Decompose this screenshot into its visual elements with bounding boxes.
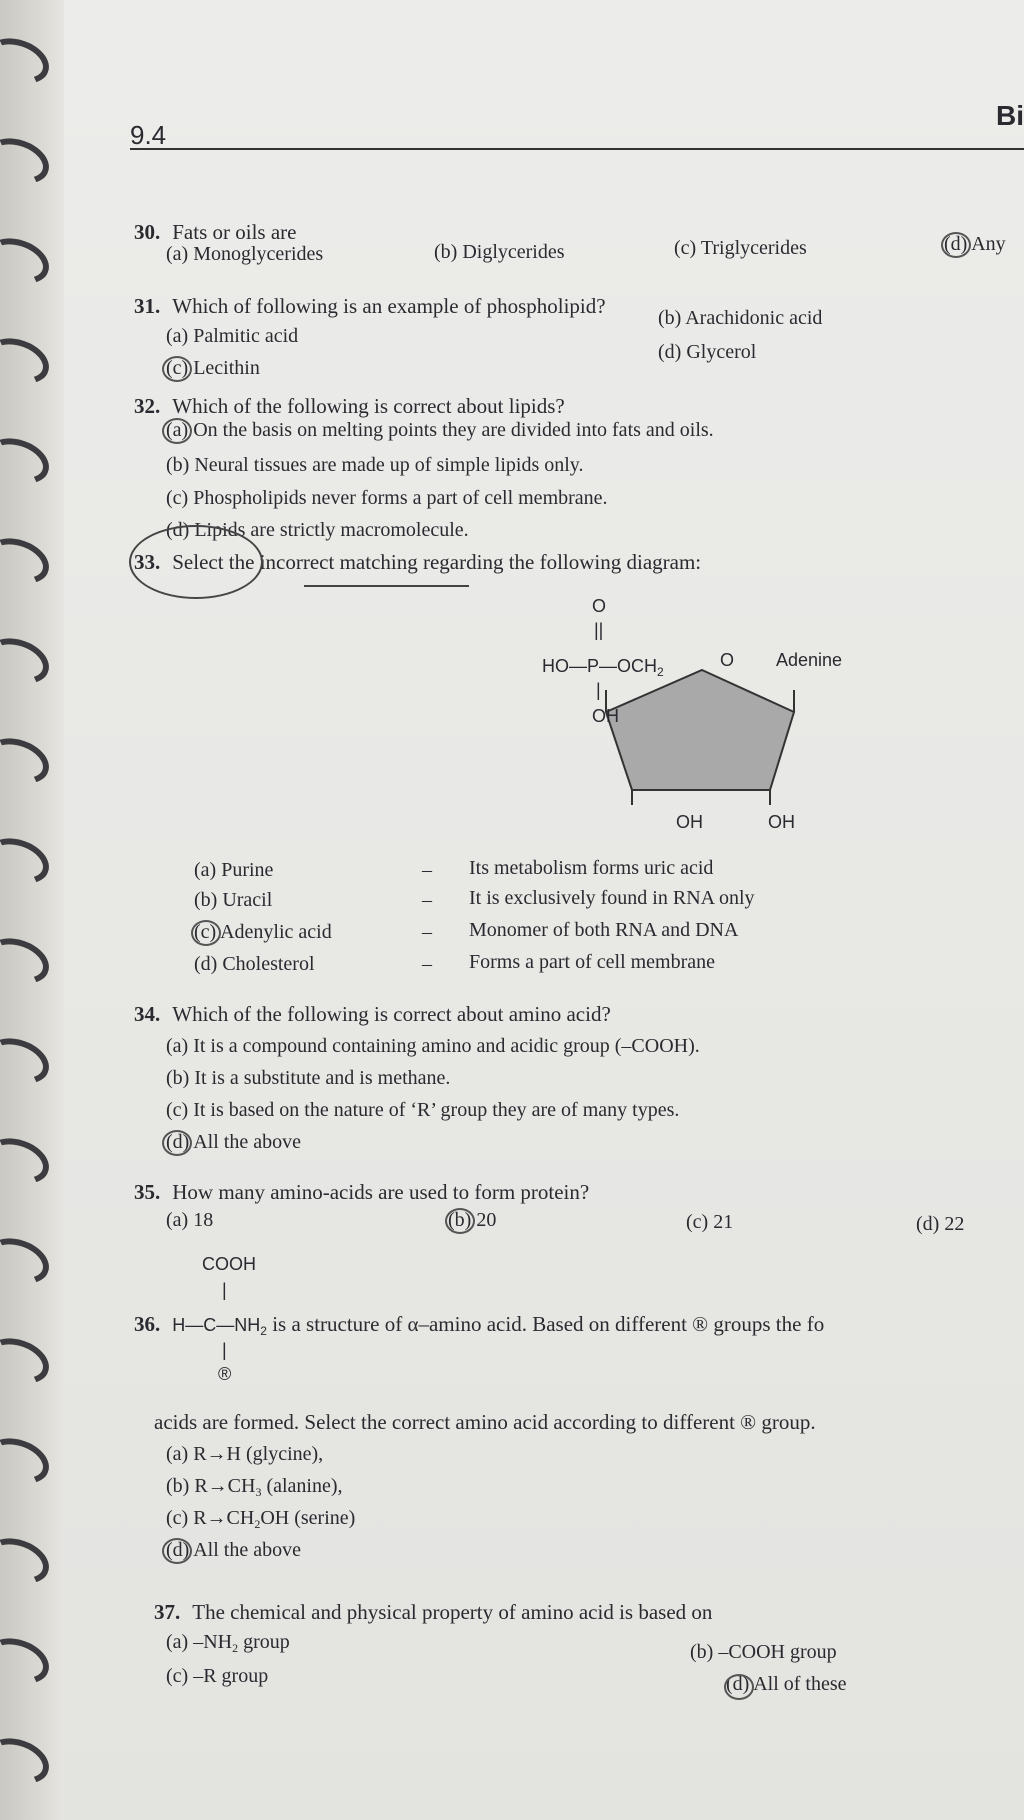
spiral-ring bbox=[0, 230, 55, 291]
q33-match-a-left: (a) Purine bbox=[194, 859, 274, 881]
bond-line: | bbox=[222, 1340, 227, 1360]
q31-option-a: (a) Palmitic acid bbox=[166, 325, 299, 347]
spiral-ring bbox=[0, 30, 55, 91]
spiral-ring bbox=[0, 1730, 55, 1791]
header-rule bbox=[130, 148, 1024, 150]
bond-line: | bbox=[596, 680, 601, 700]
answer-mark bbox=[162, 418, 192, 444]
ring-oxygen: O bbox=[720, 650, 735, 670]
adenine-label: Adenine bbox=[776, 650, 843, 670]
section-number: 9.4 bbox=[130, 120, 167, 150]
q32-option-d: (d) Lipids are strictly macromolecule. bbox=[166, 519, 469, 541]
q33-match-d-dash: – bbox=[422, 953, 432, 975]
question-32: 32. Which of the following is correct about lipids? bbox=[134, 394, 565, 418]
phosphate-oxygen: O bbox=[592, 596, 607, 616]
spiral-ring bbox=[0, 1430, 55, 1491]
q32-option-c: (c) Phospholipids never forms a part of cell membrane. bbox=[166, 487, 608, 509]
q36-option-c: (c) $R\to CH_2OH$ (serine) bbox=[166, 1507, 356, 1531]
hydroxyl-3: OH bbox=[768, 812, 795, 832]
spiral-ring bbox=[0, 1330, 55, 1391]
q30-option-b: (b) Diglycerides bbox=[434, 241, 565, 263]
question-37: 37. The chemical and physical property of amino acid is based on bbox=[154, 1600, 713, 1624]
q33-match-a-dash: – bbox=[422, 859, 432, 881]
question-36: 36. $H—C—NH_2$ is a structure of α–amino acid. Based on different ® groups the fo bbox=[134, 1312, 825, 1338]
phosphate-hydroxyl: OH bbox=[592, 706, 619, 726]
question-31: 31. Which of following is an example of phospholipid? bbox=[134, 294, 606, 318]
q30-option-c: (c) Triglycerides bbox=[674, 237, 807, 259]
hand-drawn-underline bbox=[304, 585, 469, 587]
q37-option-c: (c) –R group bbox=[166, 1665, 269, 1687]
answer-mark bbox=[162, 1538, 192, 1564]
q31-option-b: (b) Arachidonic acid bbox=[658, 307, 823, 329]
q32-option-a: (a) On the basis on melting points they are divided into fats and oils. bbox=[166, 419, 714, 441]
q33-match-c-right: Monomer of both RNA and DNA bbox=[469, 919, 739, 941]
question-33: 33. Select the incorrect matching regarding the following diagram: bbox=[134, 550, 702, 574]
q37-option-d: (d) All of these bbox=[726, 1673, 847, 1695]
question-35: 35. How many amino-acids are used to form protein? bbox=[134, 1180, 590, 1204]
q35-option-c: (c) 21 bbox=[686, 1211, 734, 1233]
q36-option-b: (b) $R\to CH_3$ (alanine), bbox=[166, 1475, 343, 1499]
worksheet-page bbox=[64, 0, 1024, 1820]
q37-option-b: (b) –COOH group bbox=[690, 1641, 837, 1663]
answer-mark bbox=[445, 1208, 475, 1234]
q33-match-a-right: Its metabolism forms uric acid bbox=[469, 857, 714, 879]
header-cut-text: Bi bbox=[996, 100, 1024, 131]
spiral-ring bbox=[0, 1530, 55, 1591]
q30-option-d: (d) Any bbox=[944, 233, 1006, 255]
q37-option-a: (a) $-NH_2$ group bbox=[166, 1631, 290, 1655]
spiral-ring bbox=[0, 730, 55, 791]
answer-mark bbox=[724, 1674, 754, 1700]
q34-option-c: (c) It is based on the nature of ‘R’ group they are of many types. bbox=[166, 1099, 680, 1121]
hydroxyl-2: OH bbox=[676, 812, 703, 832]
q33-match-b-left: (b) Uracil bbox=[194, 889, 273, 911]
ribose-ring-shape bbox=[584, 660, 814, 810]
q33-match-b-dash: – bbox=[422, 889, 432, 911]
spiral-ring bbox=[0, 330, 55, 391]
q31-option-c: (c) Lecithin bbox=[166, 357, 260, 379]
spiral-ring bbox=[0, 430, 55, 491]
question-30: 30. Fats or oils are bbox=[134, 220, 297, 244]
q35-option-b: (b) 20 bbox=[448, 1209, 497, 1231]
spiral-ring bbox=[0, 930, 55, 991]
notebook-spine bbox=[0, 0, 64, 1820]
q36-option-d: (d) All the above bbox=[166, 1539, 301, 1561]
hand-drawn-circle bbox=[129, 525, 263, 599]
q35-option-d: (d) 22 bbox=[916, 1213, 965, 1235]
r-group-symbol: ® bbox=[218, 1364, 232, 1384]
answer-mark bbox=[191, 920, 221, 946]
answer-mark bbox=[162, 1130, 192, 1156]
q36-option-a: (a) R→H (glycine), bbox=[166, 1443, 324, 1465]
bond-line: | bbox=[222, 1280, 227, 1300]
answer-mark bbox=[941, 232, 971, 258]
double-bond: || bbox=[594, 620, 604, 640]
answer-mark bbox=[162, 356, 192, 382]
spiral-ring bbox=[0, 1030, 55, 1091]
q33-match-d-left: (d) Cholesterol bbox=[194, 953, 315, 975]
q34-option-b: (b) It is a substitute and is methane. bbox=[166, 1067, 451, 1089]
q33-match-b-right: It is exclusively found in RNA only bbox=[469, 887, 755, 909]
q35-option-a: (a) 18 bbox=[166, 1209, 214, 1231]
q34-option-d: (d) All the above bbox=[166, 1131, 301, 1153]
phosphate-group: $HO—P—OCH_2$ bbox=[542, 656, 664, 679]
cooh-group: COOH bbox=[202, 1254, 256, 1274]
q33-match-d-right: Forms a part of cell membrane bbox=[469, 951, 716, 973]
spiral-ring bbox=[0, 830, 55, 891]
q33-match-c-left: (c) Adenylic acid bbox=[194, 921, 332, 943]
spiral-ring bbox=[0, 630, 55, 691]
q30-option-a: (a) Monoglycerides bbox=[166, 243, 324, 265]
spiral-ring bbox=[0, 130, 55, 191]
spiral-ring bbox=[0, 530, 55, 591]
question-34: 34. Which of the following is correct about amino acid? bbox=[134, 1002, 611, 1026]
spiral-ring bbox=[0, 1130, 55, 1191]
spiral-ring bbox=[0, 1630, 55, 1691]
q34-option-a: (a) It is a compound containing amino and acidic group (–COOH). bbox=[166, 1035, 700, 1057]
spiral-ring bbox=[0, 1230, 55, 1291]
q32-option-b: (b) Neural tissues are made up of simple lipids only. bbox=[166, 454, 584, 476]
q31-option-d: (d) Glycerol bbox=[658, 341, 757, 363]
question-36-cont: acids are formed. Select the correct amino acid according to different ® group. bbox=[154, 1410, 816, 1434]
q33-match-c-dash: – bbox=[422, 921, 432, 943]
